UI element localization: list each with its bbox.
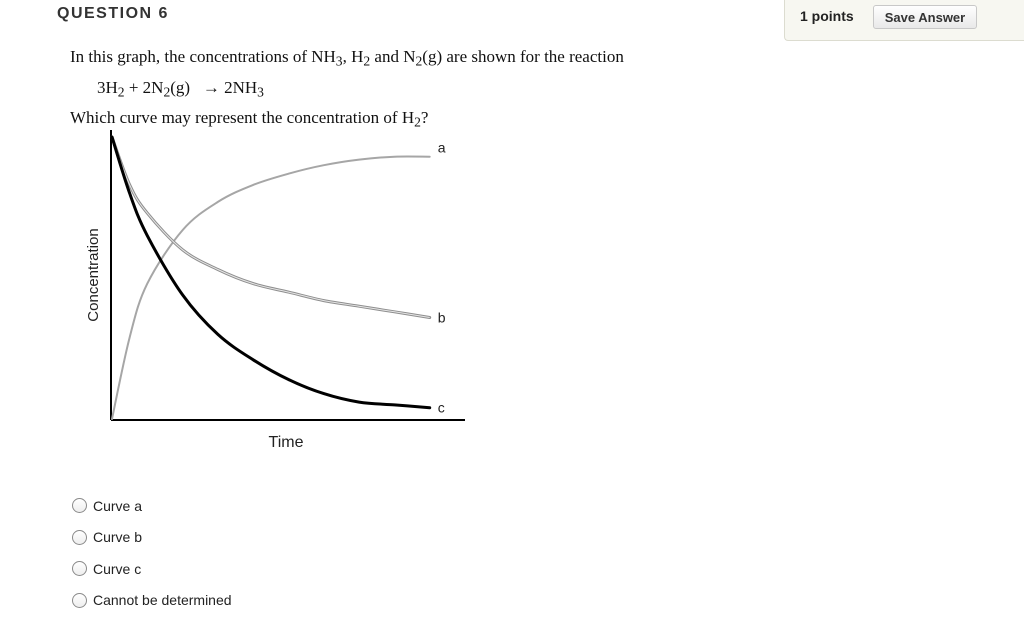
radio-button[interactable] xyxy=(72,593,87,608)
radio-button[interactable] xyxy=(72,530,87,545)
curve-c xyxy=(112,137,430,408)
answer-options xyxy=(72,490,232,616)
y-axis-label: Concentration xyxy=(85,228,102,322)
question-line-3: Which curve may represent the concentration of $H_2$? xyxy=(70,108,429,130)
concentration-graph xyxy=(75,125,475,455)
option-curve-a[interactable]: Curve a xyxy=(72,490,232,522)
radio-button[interactable] xyxy=(72,561,87,576)
question-line-1: In this graph, the concentrations of $NH_3$, $H_2$ and $N_2(g)$ are shown for the reaction xyxy=(70,47,624,69)
option-cannot-determine[interactable]: Cannot be determined xyxy=(72,585,232,617)
points-label: 1 points xyxy=(800,8,854,24)
save-answer-button[interactable]: Save Answer xyxy=(873,5,977,29)
curve-b-highlight xyxy=(112,137,430,318)
question-header xyxy=(0,0,1024,34)
curve-label-b: b xyxy=(437,309,446,326)
radio-button[interactable] xyxy=(72,498,87,513)
points-panel xyxy=(784,0,1024,41)
x-axis-label: Time xyxy=(268,434,304,451)
curve-label-a: a xyxy=(437,139,446,156)
option-curve-c[interactable]: Curve c xyxy=(72,553,232,585)
reaction-equation: $3H_2 + 2N_2(g) \to 2NH_3$ xyxy=(97,78,264,100)
curve-label-c: c xyxy=(437,399,445,416)
question-title: QUESTION 6 xyxy=(57,5,169,22)
option-curve-b[interactable]: Curve b xyxy=(72,522,232,554)
